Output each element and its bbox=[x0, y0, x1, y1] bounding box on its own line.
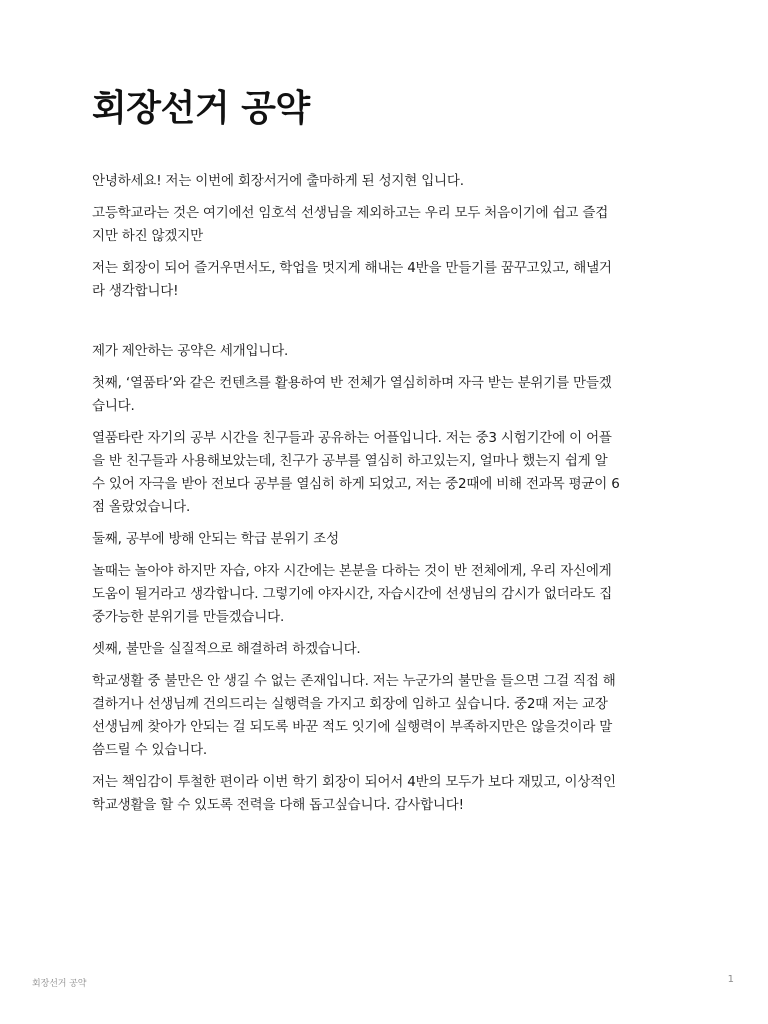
paragraph-line: 학교생활을 할 수 있도록 전력을 다해 돕고싶습니다. 감사합니다! bbox=[92, 797, 464, 813]
paragraph bbox=[92, 427, 682, 519]
paragraph bbox=[92, 771, 682, 817]
paragraph-line: 제가 제안하는 공약은 세개입니다. bbox=[92, 343, 289, 359]
paragraph bbox=[92, 340, 682, 363]
footer-title: 회장선거 공약 bbox=[32, 979, 87, 989]
paragraph-line: 점 올랐었습니다. bbox=[92, 499, 191, 515]
paragraph-line: 지만 하진 않겠지만 bbox=[92, 228, 203, 244]
page-number: 1 bbox=[727, 974, 734, 985]
paragraph-line: 놀때는 놀아야 하지만 자습, 야자 시간에는 본분을 다하는 것이 반 전체에게, 우리 자신에게 bbox=[92, 563, 612, 579]
paragraph bbox=[92, 372, 682, 418]
paragraph-line: 을 반 친구들과 사용해보았는데, 친구가 공부를 열심히 하고있는지, 얼마나 했는지 쉽게 알 bbox=[92, 453, 608, 469]
paragraph-line: 안녕하세요! 저는 이번에 회장서거에 출마하게 된 성지현 입니다. bbox=[92, 173, 464, 189]
paragraph-line: 열품타란 자기의 공부 시간을 친구들과 공유하는 어플입니다. 저는 중3 시험기간에 이 어플 bbox=[92, 430, 612, 446]
paragraph-line: 둘째, 공부에 방해 안되는 학급 분위기 조성 bbox=[92, 531, 339, 547]
paragraph-line: 수 있어 자극을 받아 전보다 공부를 열심히 하게 되었고, 저는 중2때에 비해 전과목 평균이 6 bbox=[92, 476, 620, 492]
document-body bbox=[92, 170, 682, 817]
paragraph bbox=[92, 257, 682, 303]
paragraph-line: 선생님께 찾아가 안되는 걸 되도록 바꾼 적도 잇기에 실행력이 부족하지만은 않을것이라 말 bbox=[92, 719, 613, 735]
document-page bbox=[92, 86, 682, 826]
paragraph-line: 라 생각합니다! bbox=[92, 283, 179, 299]
document-title: 회장선거 공약 bbox=[92, 88, 310, 129]
paragraph bbox=[92, 528, 682, 551]
paragraph bbox=[92, 202, 682, 248]
paragraph-line: 결하거나 선생님께 건의드리는 실행력을 가지고 회장에 임하고 싶습니다. 중2때 저는 교장 bbox=[92, 696, 608, 712]
paragraph-line: 중가능한 분위기를 만들겠습니다. bbox=[92, 609, 285, 625]
paragraph bbox=[92, 560, 682, 629]
paragraph-line: 첫째, ‘열품타’와 같은 컨텐츠를 활용하여 반 전체가 열심히하며 자극 받는 분위기를 만들겠 bbox=[92, 375, 612, 391]
paragraph-line: 습니다. bbox=[92, 398, 135, 414]
paragraph-spacer bbox=[92, 312, 682, 340]
paragraph-line: 도움이 될거라고 생각합니다. 그렇기에 야자시간, 자습시간에 선생님의 감시가 없더라도 집 bbox=[92, 586, 613, 602]
paragraph-line: 셋째, 불만을 실질적으로 해결하려 하겠습니다. bbox=[92, 641, 361, 657]
paragraph-line: 고등학교라는 것은 여기에선 임호석 선생님을 제외하고는 우리 모두 처음이기에 쉽고 즐겁 bbox=[92, 205, 609, 221]
paragraph-line: 저는 회장이 되어 즐거우면서도, 학업을 멋지게 해내는 4반을 만들기를 꿈꾸고있고, 해낼거 bbox=[92, 260, 612, 276]
paragraph-line: 학교생활 중 불만은 안 생길 수 없는 존재입니다. 저는 누군가의 불만을 들으면 그걸 직접 해 bbox=[92, 673, 616, 689]
paragraph bbox=[92, 670, 682, 762]
paragraph bbox=[92, 638, 682, 661]
paragraph bbox=[92, 170, 682, 193]
paragraph-line: 씀드릴 수 있습니다. bbox=[92, 742, 208, 758]
paragraph-line: 저는 책임감이 투철한 편이라 이번 학기 회장이 되어서 4반의 모두가 보다 재밌고, 이상적인 bbox=[92, 774, 616, 790]
